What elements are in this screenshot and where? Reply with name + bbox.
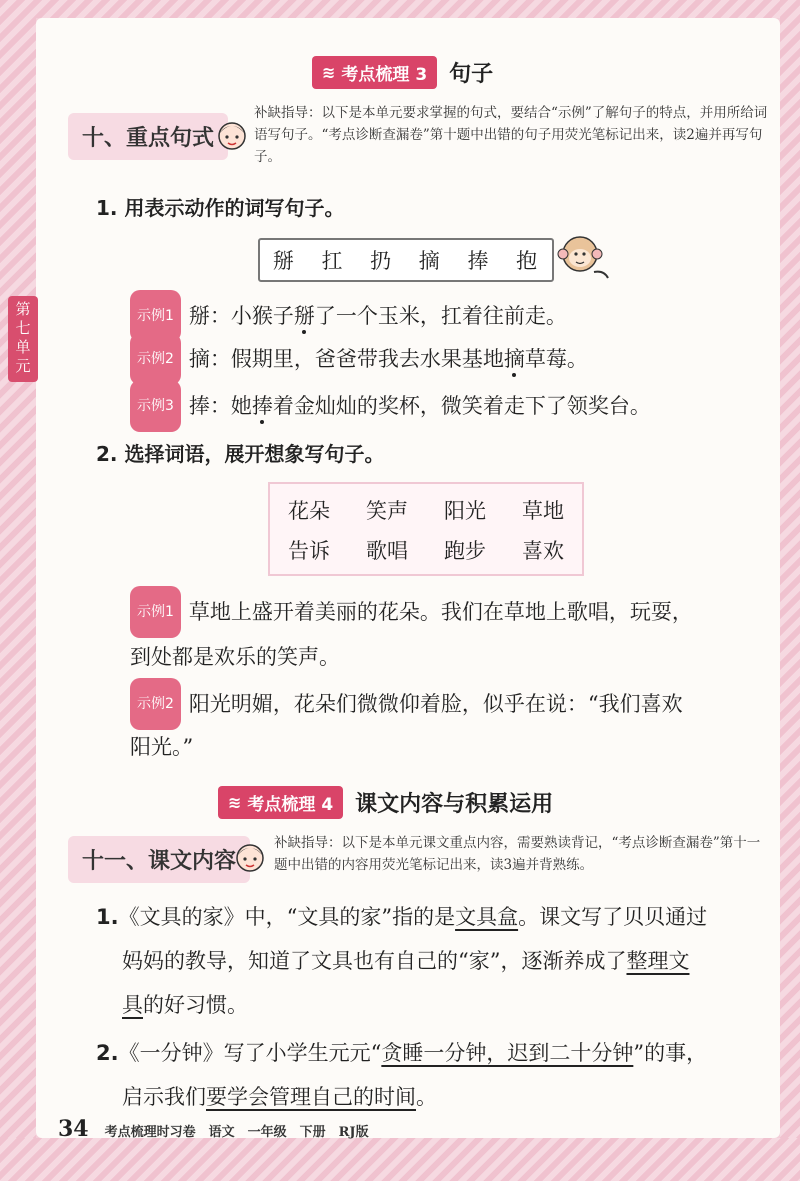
book-info: 考点梳理时习卷 语文 一年级 下册 RJ版 (104, 1125, 369, 1140)
unit-side-tab: 第 七 单 元 (8, 296, 38, 382)
q1-example-2: 示例2 摘：假期里，爸爸带我去水果基地摘草莓。 (130, 333, 588, 385)
emphasis-char: 摘 (503, 347, 525, 371)
q2-example-1-line2: 到处都是欢乐的笑声。 (130, 645, 340, 669)
girl-face-icon (232, 838, 268, 878)
section4-badge: ≋ 考点梳理 4 (218, 786, 343, 819)
wave-icon: ≋ (228, 793, 242, 812)
answer-underline: 贪睡一分钟，迟到二十分钟 (381, 1041, 634, 1065)
section4-header (218, 786, 553, 819)
emphasis-char: 捧 (251, 394, 273, 418)
content-item-2-line1: 2.《一分钟》写了小学生元元“贪睡一分钟，迟到二十分钟”的事， (96, 1041, 708, 1065)
content-item-1-line2: 妈妈的教导，知道了文具也有自己的“家”，逐渐养成了整理文 (122, 949, 690, 973)
section3-header (312, 56, 493, 89)
page-number: 34 (58, 1116, 89, 1142)
word-box-1: 掰 扛 扔 摘 捧 抱 (258, 238, 554, 282)
answer-underline: 文具盒 (455, 905, 519, 929)
category-label-11: 十一、课文内容 (68, 836, 250, 883)
section3-badge: ≋ 考点梳理 3 (312, 56, 437, 89)
answer-underline: 整理文 (626, 949, 690, 973)
section4-title: 课文内容与积累运用 (355, 792, 554, 817)
q1-example-1: 示例1 掰：小猴子掰了一个玉米，扛着往前走。 (130, 290, 567, 342)
girl-face-icon (214, 116, 250, 156)
tip-text-10: 补缺指导：以下是本单元要求掌握的句式，要结合“示例”了解句子的特点，并用所给词语写句子。“考点诊断查漏卷”第十题中出错的句子用荧光笔标记出来，读2遍并再写句子。 (254, 105, 768, 165)
answer-underline: 具 (122, 993, 143, 1017)
content-item-1-line1: 1.《文具的家》中，“文具的家”指的是文具盒。课文写了贝贝通过 (96, 905, 708, 929)
tip-text-11: 补缺指导：以下是本单元课文重点内容，需要熟读背记，“考点诊断查漏卷”第十一题中出错的内容用荧光笔标记出来，读3遍并背熟练。 (274, 835, 761, 873)
example-tag: 示例1 (130, 586, 181, 638)
page-border-right (780, 0, 800, 1181)
section3-title: 句子 (449, 62, 494, 87)
q2-example-1-line1: 示例1 草地上盛开着美丽的花朵。我们在草地上歌唱，玩耍， (130, 586, 693, 638)
monkey-icon (554, 232, 610, 284)
example-tag: 示例2 (130, 678, 181, 730)
example-tag: 示例2 (130, 333, 181, 385)
question-2-title: 2. 选择词语，展开想象写句子。 (96, 442, 385, 466)
emphasis-char: 掰 (293, 304, 315, 328)
page-footer (58, 1116, 369, 1142)
content-item-1-line3: 具的好习惯。 (122, 993, 248, 1017)
page-border-left (0, 0, 36, 1181)
example-tag: 示例1 (130, 290, 181, 342)
q2-example-2-line1: 示例2 阳光明媚，花朵们微微仰着脸，似乎在说：“我们喜欢 (130, 678, 683, 730)
answer-underline: 要学会管理自己的时间 (206, 1085, 416, 1109)
category-label-10: 十、重点句式 (68, 113, 228, 160)
word-box-2: 花朵 笑声 阳光 草地 告诉 歌唱 跑步 喜欢 (268, 482, 584, 576)
page-border-top (0, 0, 800, 18)
q1-example-3: 示例3 捧：她捧着金灿灿的奖杯，微笑着走下了领奖台。 (130, 380, 651, 432)
example-tag: 示例3 (130, 380, 181, 432)
q2-example-2-line2: 阳光。” (130, 735, 194, 759)
question-1-title: 1. 用表示动作的词写句子。 (96, 196, 345, 220)
content-item-2-line2: 启示我们要学会管理自己的时间。 (122, 1085, 437, 1109)
page-border-bottom (0, 1138, 800, 1181)
wave-icon: ≋ (322, 63, 336, 82)
